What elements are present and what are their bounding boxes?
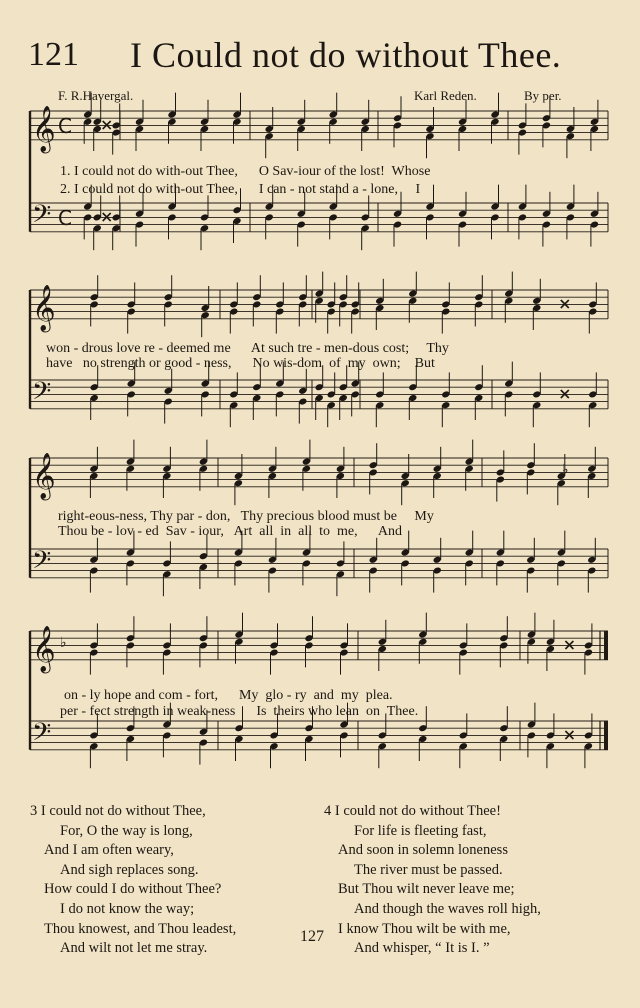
verse-4-line: And soon in solemn loneness: [338, 842, 508, 859]
system-2-verse-1-lyrics: won - drous love re - deemed me At such tre - men-dous cost; Thy: [46, 341, 449, 356]
verse-3-line: I could not do without Thee,: [40, 803, 206, 819]
verse-3-number: 3: [30, 803, 38, 819]
verse-4-line: I could not do without Thee!: [334, 803, 501, 819]
hymn-title: I Could not do without Thee.: [130, 35, 562, 75]
system-3-verse-2-lyrics: Thou be - lov - ed Sav - iour, Art all in all to me, And: [58, 524, 402, 539]
treble-clef: 𝄞: [32, 453, 56, 499]
verse-3-line: And sigh replaces song.: [60, 861, 199, 878]
verse-4-line: But Thou wilt never leave me;: [338, 881, 515, 898]
verse-4-line: And though the waves roll high,: [354, 900, 541, 917]
verse-4-line: And whisper, “ It is I. ”: [354, 940, 490, 957]
system-4-verse-1-lyrics: on - ly hope and com - fort, My glo - ry and my plea.: [64, 688, 393, 703]
system-2-verse-2-lyrics: have no strength or good - ness, No wis-dom of my own; But: [46, 356, 435, 371]
time-signature: C: [58, 206, 72, 230]
verse-3: [30, 802, 236, 959]
hymn-number: 121: [28, 36, 79, 73]
bass-clef: 𝄢: [32, 718, 52, 753]
verse-3-line: How could I do without Thee?: [44, 881, 222, 898]
treble-clef: 𝄞: [32, 285, 56, 331]
verse-4-line: I know Thou wilt be with me,: [338, 920, 511, 937]
bass-clef: 𝄢: [32, 546, 52, 581]
verse-4: [324, 802, 541, 959]
verse-4-number: 4: [324, 803, 332, 819]
bass-clef: 𝄢: [32, 377, 52, 412]
system-1-verse-2-lyrics: 2. I could not do with-out Thee, I can - not stand a - lone, I: [60, 182, 421, 197]
time-signature: C: [58, 114, 72, 138]
treble-clef: 𝄞: [32, 626, 56, 672]
page-number: 127: [300, 928, 324, 945]
verse-3-line: Thou knowest, and Thou leadest,: [44, 920, 237, 937]
permission-note: By per.: [524, 88, 562, 103]
verse-4-line: The river must be passed.: [354, 861, 503, 878]
verse-3-line: For, O the way is long,: [60, 822, 193, 839]
composer-credit: Karl Reden.: [414, 88, 477, 103]
verse-3-line: And I am often weary,: [44, 842, 174, 859]
verse-4-line: For life is fleeting fast,: [354, 822, 487, 839]
flat-sign: ♭: [60, 635, 67, 651]
flat-sign: ♭: [562, 462, 569, 478]
verse-3-line: And wilt not let me stray.: [60, 940, 208, 957]
system-4-verse-2-lyrics: per - fect strength in weak-ness Is theirs who lean on Thee.: [60, 704, 419, 719]
treble-clef: 𝄞: [32, 106, 56, 152]
system-3-verse-1-lyrics: right-eous-ness, Thy par - don, Thy precious blood must be My: [58, 509, 434, 524]
verse-3-line: I do not know the way;: [60, 900, 195, 917]
author-credit: F. R.Havergal.: [58, 88, 134, 103]
system-1-verse-1-lyrics: 1. I could not do with-out Thee, O Sav-iour of the lost! Whose: [60, 164, 431, 179]
bass-clef: 𝄢: [32, 200, 52, 235]
